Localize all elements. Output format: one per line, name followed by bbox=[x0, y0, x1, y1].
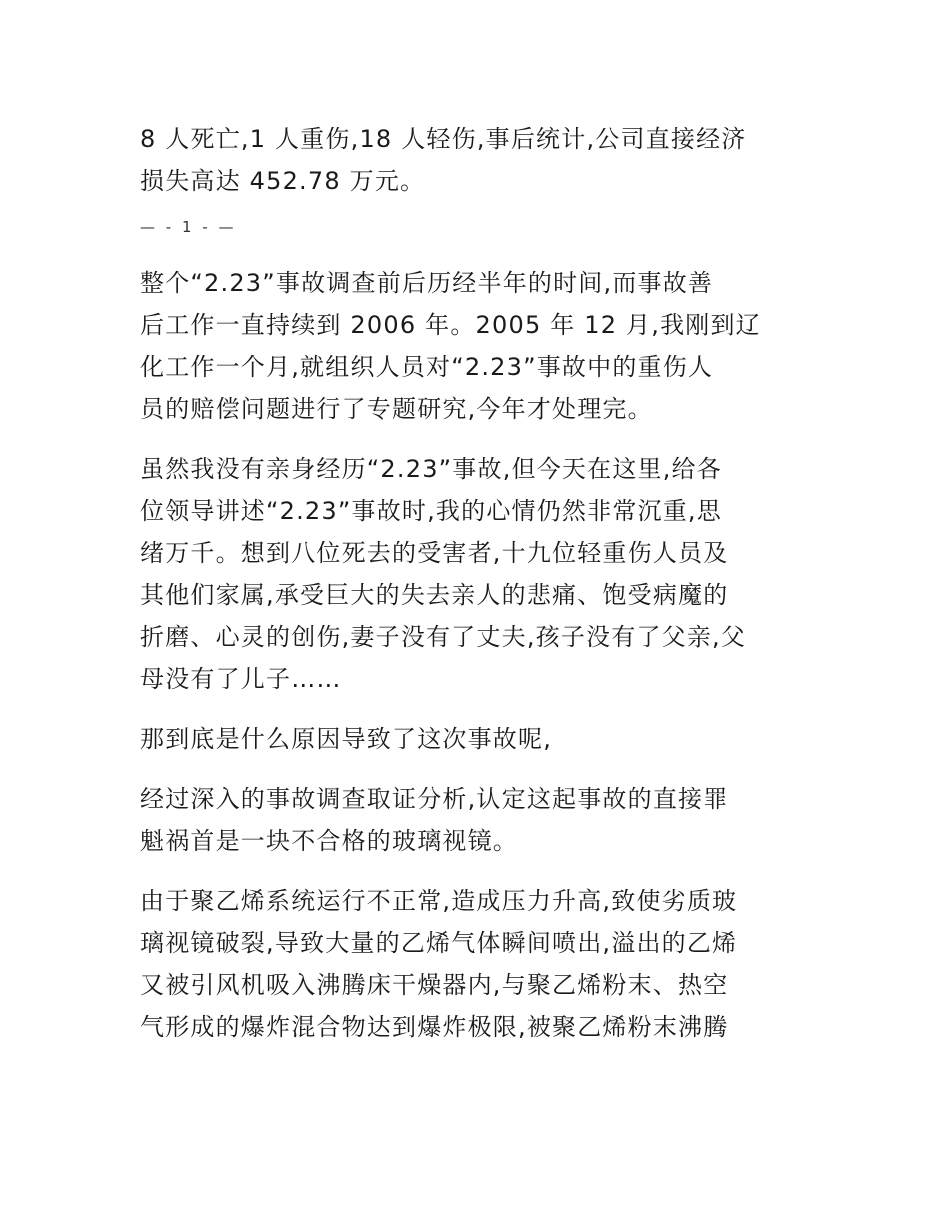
document-page bbox=[140, 118, 812, 1048]
paragraph-cause: 经过深入的事故调查取证分析,认定这起事故的直接罪 魁祸首是一块不合格的玻璃视镜。 bbox=[140, 785, 729, 855]
paragraph-question: 那到底是什么原因导致了这次事故呢, bbox=[140, 725, 553, 753]
paragraph-investigation: 整个“2.23”事故调查前后历经半年的时间,而事故善 后工作一直持续到 2006 年。2005 年 12 月,我刚到辽 化工作一个月,就组织人员对“2.23”事故中的重伤人 员的赔偿问题进行了专题研究,今年才处理完。 bbox=[140, 269, 761, 423]
paragraph-reflection: 虽然我没有亲身经历“2.23”事故,但今天在这里,给各 位领导讲述“2.23”事故时,我的心情仍然非常沉重,思 绪万千。想到八位死去的受害者,十九位轻重伤人员及 其他们家属,承受巨大的失去亲人的悲痛、饱受病魔的 折磨、心灵的创伤,妻子没有了丈夫,孩子没有了父亲,父 母没有了儿子…… bbox=[140, 455, 747, 693]
paragraph-explanation: 由于聚乙烯系统运行不正常,造成压力升高,致使劣质玻 璃视镜破裂,导致大量的乙烯气体瞬间喷出,溢出的乙烯 又被引风机吸入沸腾床干燥器内,与聚乙烯粉末、热空 气形成的爆炸混合物达到爆炸极限,被聚乙烯粉末沸腾 bbox=[140, 887, 738, 1041]
page-number: — - 1 - — bbox=[140, 218, 237, 236]
paragraph-casualties: 8 人死亡,1 人重伤,18 人轻伤,事后统计,公司直接经济 损失高达 452.78 万元。 bbox=[140, 125, 747, 195]
